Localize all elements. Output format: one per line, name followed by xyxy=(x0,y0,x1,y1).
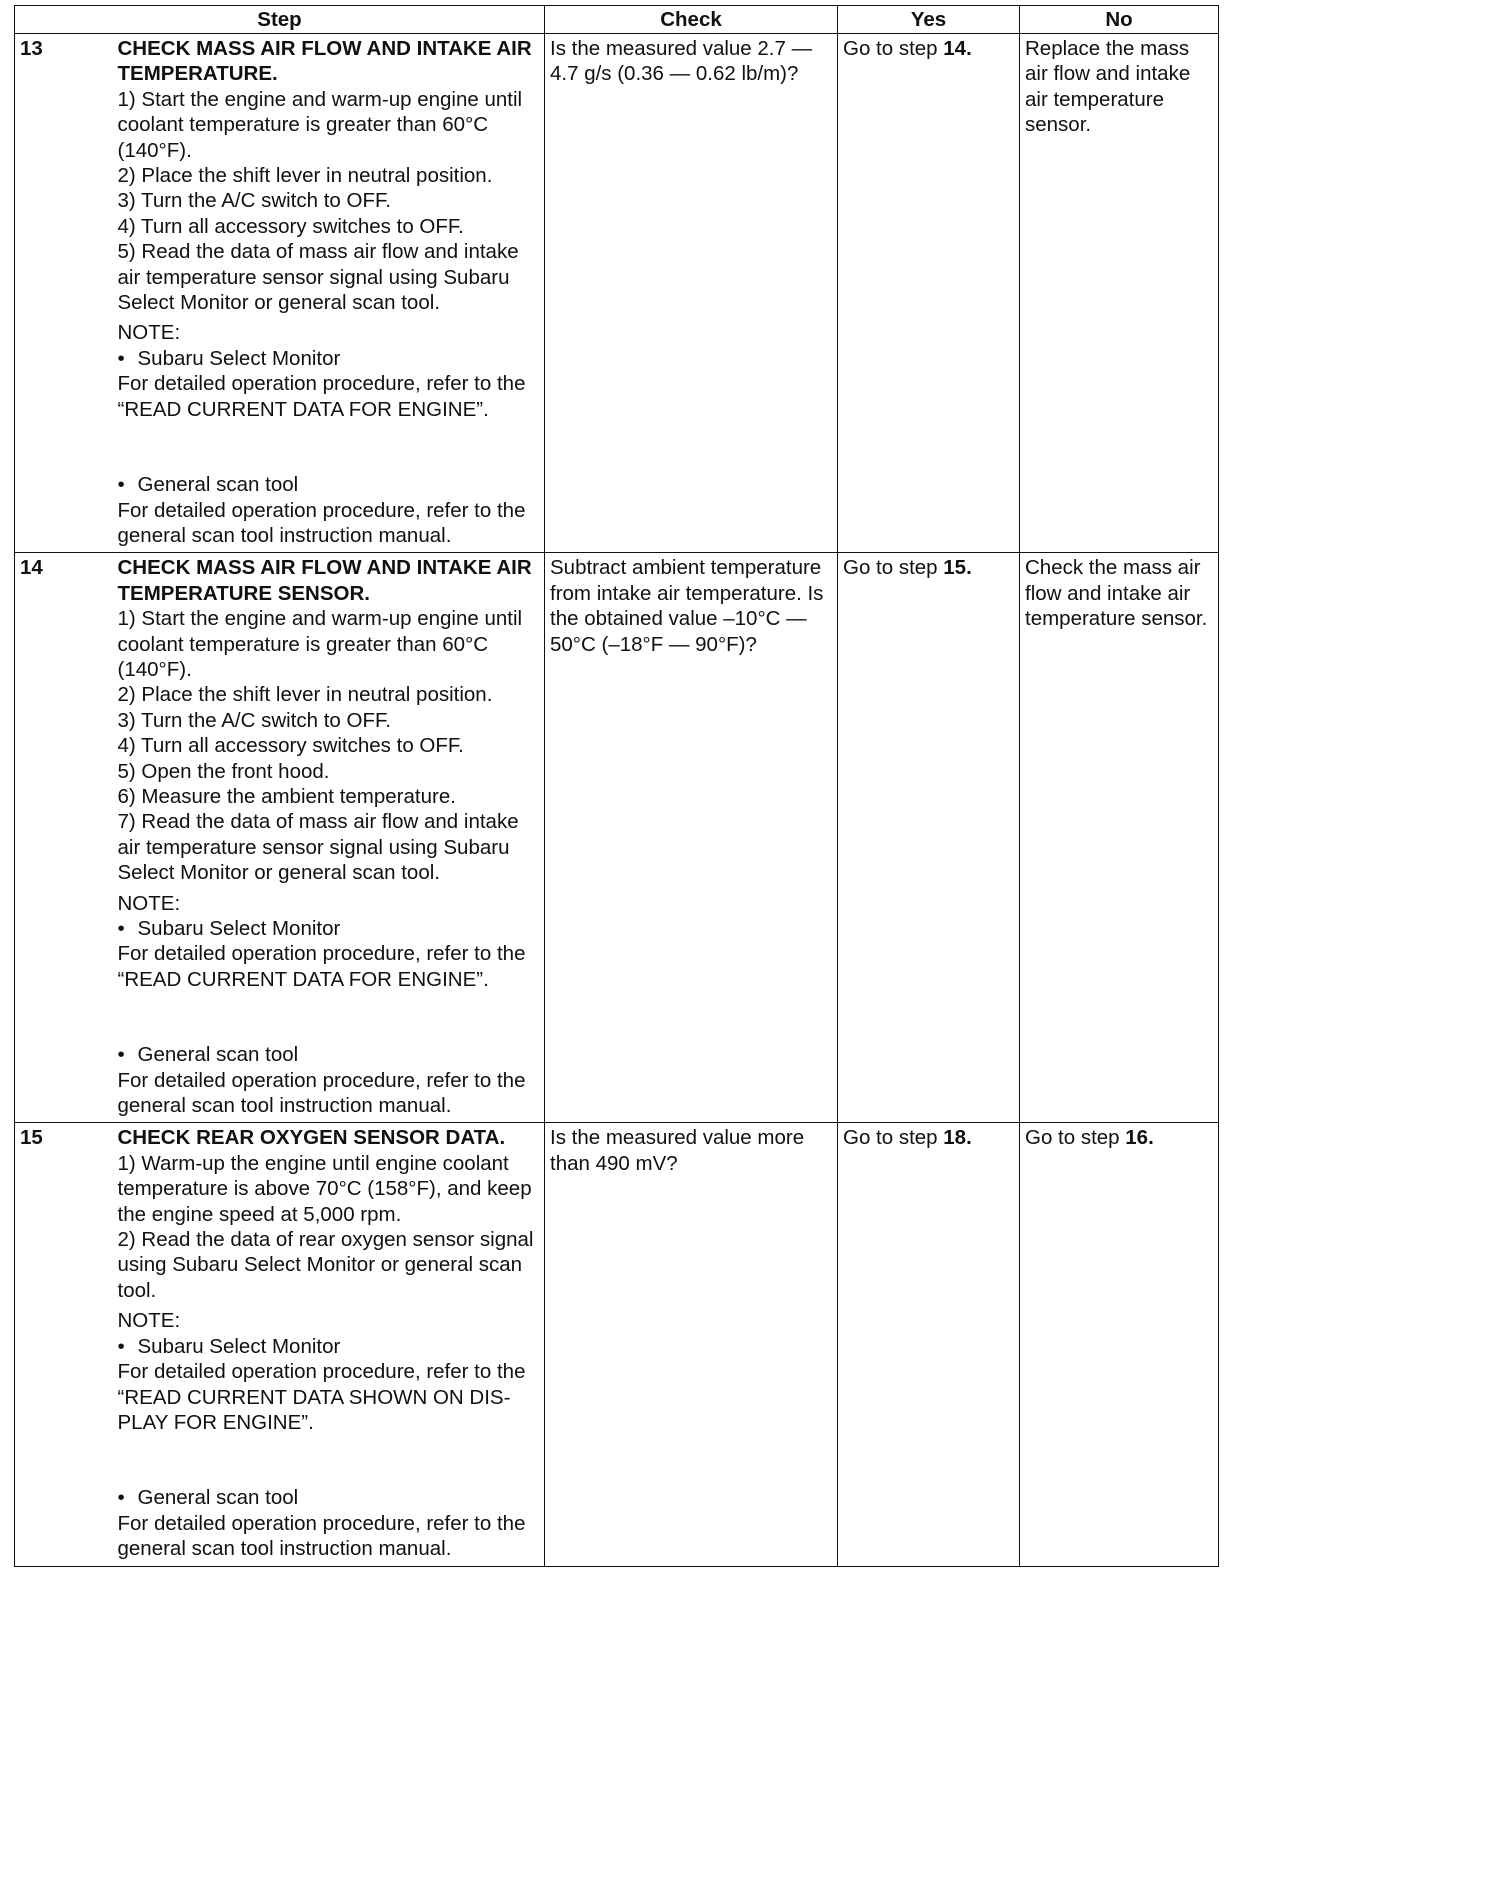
yes-text: Go to step xyxy=(843,556,944,580)
figure-gap xyxy=(118,992,541,1042)
figure-gap xyxy=(118,1435,541,1485)
step-number: 13 xyxy=(15,34,114,553)
header-row xyxy=(15,6,1219,34)
step-item: 1) Start the engine and warm-up engine until coolant temperature is greater than 60°C (140°F). xyxy=(117,607,523,681)
note-label: NOTE: xyxy=(117,891,181,915)
step-item: 5) Open the front hood. xyxy=(117,759,330,783)
step-item: 4) Turn all accessory switches to OFF. xyxy=(117,734,464,758)
header-yes: Yes xyxy=(838,6,1020,34)
yes-text: Go to step xyxy=(843,1126,944,1150)
note-bullet-text: Subaru Select Monitor xyxy=(137,1334,341,1358)
note-bullet xyxy=(118,916,541,941)
note-text: For detailed operation procedure, refer to the “READ CURRENT DATA FOR ENGINE”. xyxy=(117,942,526,991)
no-cell xyxy=(1020,1123,1219,1566)
note-bullet-text: Subaru Select Monitor xyxy=(137,917,341,940)
check-cell: Is the measured value 2.7 — 4.7 g/s (0.36 — 0.62 lb/m)? xyxy=(545,34,838,553)
step-item: 2) Place the shift lever in neutral position. xyxy=(117,164,493,188)
note-bullet-text: General scan tool xyxy=(137,1486,299,1510)
step-title: CHECK REAR OXYGEN SENSOR DATA. xyxy=(117,1126,506,1150)
note-text: For detailed operation procedure, refer to the general scan tool instruction manual. xyxy=(117,1511,526,1561)
note-label: NOTE: xyxy=(117,321,181,345)
step-item: 5) Read the data of mass air flow and intake air temperature sensor signal using Subaru Select Monitor or general scan tool. xyxy=(117,240,519,315)
step-cell xyxy=(114,34,545,553)
yes-cell xyxy=(838,553,1020,1123)
step-cell xyxy=(114,553,545,1123)
yes-step-ref: 15. xyxy=(943,556,972,580)
header-check: Check xyxy=(545,6,838,34)
bullet-icon: • xyxy=(117,917,125,940)
header-step: Step xyxy=(15,6,545,34)
figure-gap xyxy=(118,422,541,472)
note-bullet-text: General scan tool xyxy=(137,473,299,497)
diagnostic-table xyxy=(14,5,1219,1567)
step-item: 2) Place the shift lever in neutral position. xyxy=(117,683,493,707)
step-item: 3) Turn the A/C switch to OFF. xyxy=(117,708,391,732)
note-bullet-text: Subaru Select Monitor xyxy=(137,346,341,370)
yes-text: Go to step xyxy=(843,37,944,60)
yes-cell xyxy=(838,1123,1020,1566)
yes-cell xyxy=(838,34,1020,553)
note-label: NOTE: xyxy=(117,1309,181,1333)
check-cell: Is the measured value more than 490 mV? xyxy=(545,1123,838,1566)
step-title: CHECK MASS AIR FLOW AND INTAKE AIR TEMPERATURE. xyxy=(117,37,532,86)
bullet-icon: • xyxy=(117,1043,125,1067)
note-text: For detailed operation procedure, refer to the “READ CURRENT DATA SHOWN ON DIS-PLAY FOR ENGINE”. xyxy=(117,1360,526,1434)
step-number: 14 xyxy=(15,553,114,1123)
no-cell: Replace the mass air flow and intake air temperature sensor. xyxy=(1020,34,1219,553)
step-item: 3) Turn the A/C switch to OFF. xyxy=(117,189,391,213)
note-bullet xyxy=(118,1334,541,1359)
step-item: 7) Read the data of mass air flow and intake air temperature sensor signal using Subaru Select Monitor or general scan tool. xyxy=(117,810,519,885)
check-cell: Subtract ambient temperature from intake air temperature. Is the obtained value –10°C — 50°C (–18°F — 90°F)? xyxy=(545,553,838,1123)
no-text: Go to step xyxy=(1025,1126,1126,1150)
header-no: No xyxy=(1020,6,1219,34)
table-row xyxy=(15,1123,1219,1566)
note-bullet xyxy=(118,472,541,497)
bullet-icon: • xyxy=(117,1486,125,1510)
bullet-icon: • xyxy=(117,346,125,370)
note-bullet xyxy=(118,346,541,371)
no-step-ref: 16. xyxy=(1125,1126,1154,1150)
step-item: 4) Turn all accessory switches to OFF. xyxy=(117,214,464,238)
step-item: 1) Warm-up the engine until engine coolant temperature is above 70°C (158°F), and keep the engine speed at 5,000 rpm. xyxy=(117,1151,532,1226)
note-text: For detailed operation procedure, refer to the general scan tool instruction manual. xyxy=(117,1068,526,1118)
step-item: 1) Start the engine and warm-up engine until coolant temperature is greater than 60°C (140°F). xyxy=(117,87,523,162)
bullet-icon: • xyxy=(117,1334,125,1358)
yes-step-ref: 18. xyxy=(943,1126,972,1150)
table-row xyxy=(15,34,1219,553)
note-bullet xyxy=(118,1485,541,1510)
step-item: 6) Measure the ambient temperature. xyxy=(117,784,456,808)
step-item: 2) Read the data of rear oxygen sensor signal using Subaru Select Monitor or general scan tool. xyxy=(117,1228,534,1302)
note-bullet xyxy=(118,1042,541,1067)
step-title: CHECK MASS AIR FLOW AND INTAKE AIR TEMPERATURE SENSOR. xyxy=(117,556,532,605)
bullet-icon: • xyxy=(117,473,125,497)
note-bullet-text: General scan tool xyxy=(137,1043,299,1067)
note-text: For detailed operation procedure, refer to the “READ CURRENT DATA FOR ENGINE”. xyxy=(117,372,526,421)
no-cell: Check the mass air flow and intake air temperature sensor. xyxy=(1020,553,1219,1123)
yes-step-ref: 14. xyxy=(943,37,972,60)
note-text: For detailed operation procedure, refer to the general scan tool instruction manual. xyxy=(117,498,526,547)
step-cell xyxy=(114,1123,545,1566)
table-row xyxy=(15,553,1219,1123)
step-number: 15 xyxy=(15,1123,114,1566)
